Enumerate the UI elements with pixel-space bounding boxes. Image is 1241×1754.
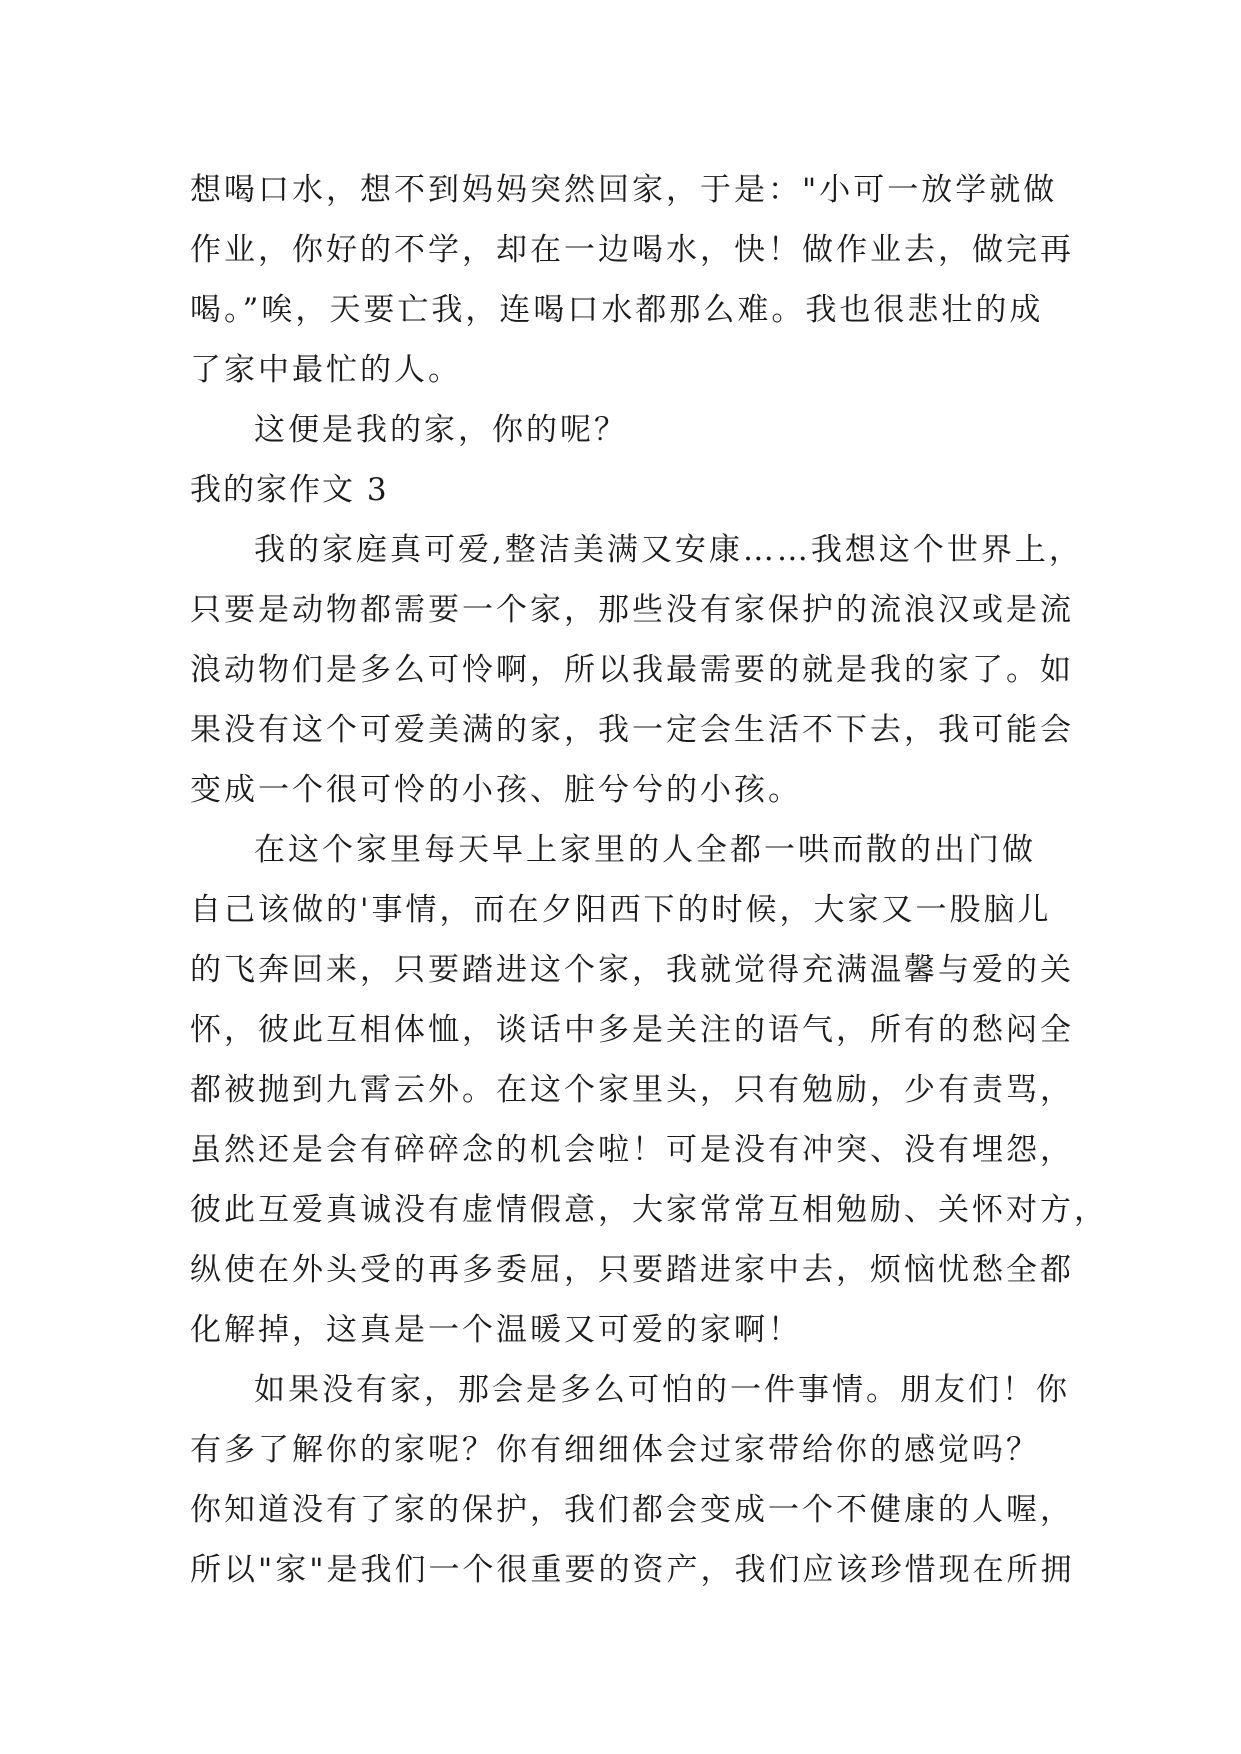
text-line: 浪动物们是多么可怜啊，所以我最需要的就是我的家了。如	[190, 652, 1074, 688]
essay-text	[190, 160, 1108, 1600]
text-line: 纵使在外头受的再多委屈，只要踏进家中去，烦恼忧愁全都	[190, 1252, 1074, 1288]
text-line: 自己该做的'事情，而在夕阳西下的时候，大家又一股脑儿	[190, 892, 1052, 928]
text-line: 果没有这个可爱美满的家，我一定会生活不下去，我可能会	[190, 712, 1074, 748]
text-line: 的飞奔回来，只要踏进这个家，我就觉得充满温馨与爱的关	[190, 952, 1074, 988]
text-line: 彼此互爱真诚没有虚情假意，大家常常互相勉励、关怀对方，	[190, 1192, 1108, 1228]
text-line: 虽然还是会有碎碎念的机会啦！可是没有冲突、没有埋怨，	[190, 1132, 1074, 1168]
text-line: 了家中最忙的人。	[190, 352, 462, 388]
text-line: 有多了解你的家呢？你有细细体会过家带给你的感觉吗？	[190, 1432, 1040, 1468]
text-line: 在这个家里每天早上家里的人全都一哄而散的出门做	[254, 832, 1036, 868]
text-line: 只要是动物都需要一个家，那些没有家保护的流浪汉或是流	[190, 592, 1074, 628]
text-line: 喝。”唉，天要亡我，连喝口水都那么难。我也很悲壮的成	[190, 292, 1044, 328]
text-line: 作业，你好的不学，却在一边喝水，快！做作业去，做完再	[190, 232, 1074, 268]
text-line: 我的家庭真可爱,整洁美满又安康……我想这个世界上，	[254, 532, 1083, 568]
text-line: 变成一个很可怜的小孩、脏兮兮的小孩。	[190, 772, 802, 808]
text-line: 如果没有家，那会是多么可怕的一件事情。朋友们！你	[254, 1372, 1070, 1408]
text-line: 怀，彼此互相体恤，谈话中多是关注的语气，所有的愁闷全	[190, 1012, 1074, 1048]
section-heading: 我的家作文 3	[190, 472, 389, 508]
text-line: 所以"家"是我们一个很重要的资产，我们应该珍惜现在所拥	[190, 1552, 1075, 1588]
text-line: 想喝口水，想不到妈妈突然回家，于是："小可一放学就做	[190, 172, 1058, 208]
text-line: 化解掉，这真是一个温暖又可爱的家啊！	[190, 1312, 802, 1348]
text-line: 这便是我的家，你的呢？	[254, 412, 628, 448]
text-line: 都被抛到九霄云外。在这个家里头，只有勉励，少有责骂，	[190, 1072, 1074, 1108]
text-line: 你知道没有了家的保护，我们都会变成一个不健康的人喔，	[190, 1492, 1074, 1528]
